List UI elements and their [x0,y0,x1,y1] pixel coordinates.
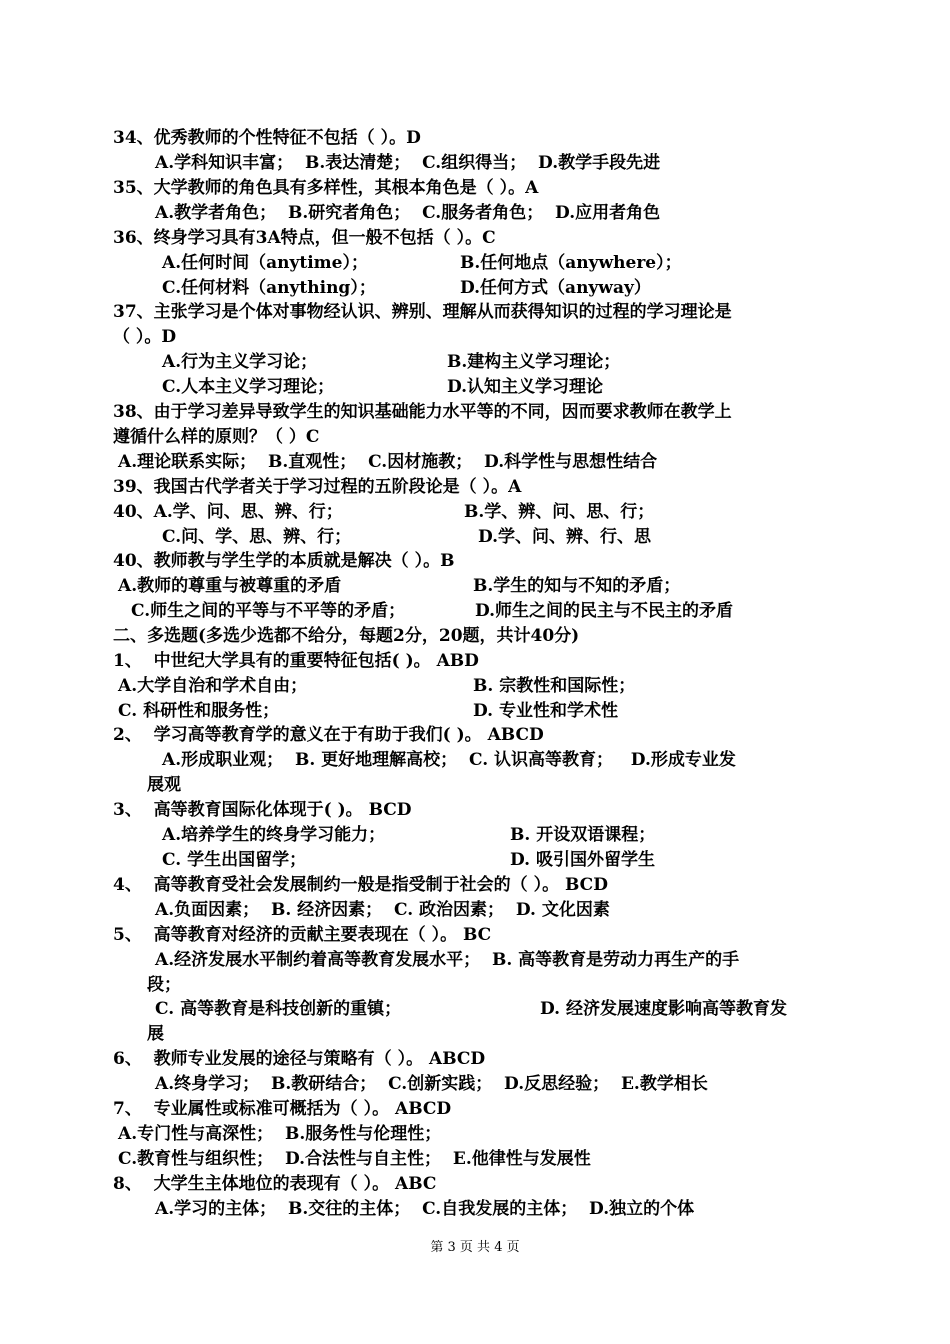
text-line: 40、A.学、问、思、辨、行； [113,502,343,522]
text-line: 展 [147,1024,164,1044]
text-line: 3、 高等教育国际化体现于( )。 BCD [113,800,412,820]
text-line: A.经济发展水平制约着高等教育发展水平； B. 高等教育是劳动力再生产的手 [155,950,740,970]
text-line: D.认知主义学习理论 [447,377,604,397]
text-line: D.任何方式（anyway） [460,278,651,298]
text-line: B.学、辨、问、思、行； [464,502,655,522]
text-line: A.行为主义学习论； [162,352,318,372]
text-line: D. 专业性和学术性 [473,701,618,721]
text-line: A.培养学生的终身学习能力； [162,825,386,845]
text-line: C. 高等教育是科技创新的重镇； [155,999,402,1019]
text-line: C.人本主义学习理论； [162,377,335,397]
text-line: A.专门性与高深性； B.服务性与伦理性； [118,1124,442,1144]
text-line: C. 科研性和服务性； [118,701,280,721]
text-line: A.学习的主体； B.交往的主体； C.自我发展的主体； D.独立的个体 [155,1199,695,1219]
text-line: C. 学生出国留学； [162,850,307,870]
text-line: C.教育性与组织性； D.合法性与自主性； E.他律性与发展性 [118,1149,591,1169]
text-line: B.任何地点（anywhere）； [460,253,682,273]
page-footer: 第 3 页 共 4 页 [430,1240,520,1255]
text-line: A.形成职业观； B. 更好地理解高校； C. 认识高等教育； D.形成专业发 [162,750,736,770]
text-line: A.大学自治和学术自由； [118,676,308,696]
text-line: 37、主张学习是个体对事物经认识、辨别、理解从而获得知识的过程的学习理论是 [113,302,732,322]
text-line: 1、 中世纪大学具有的重要特征包括( )。 ABD [113,651,479,671]
text-line: 2、 学习高等教育学的意义在于有助于我们( )。 ABCD [113,725,544,745]
text-line: B.学生的知与不知的矛盾； [473,576,681,596]
text-line: 5、 高等教育对经济的贡献主要表现在（ ）。 BC [113,925,492,945]
text-line: A.负面因素； B. 经济因素； C. 政治因素； D. 文化因素 [155,900,610,920]
text-line: D. 经济发展速度影响高等教育发 [540,999,787,1019]
text-line: 二、多选题(多选少选都不给分，每题2分，20题，共计40分) [113,626,580,646]
text-line: 40、教师教与学生学的本质就是解决（ ）。B [113,551,455,571]
text-line: （ ）。D [113,327,177,347]
text-line: D. 吸引国外留学生 [510,850,655,870]
text-line: A.学科知识丰富； B.表达清楚； C.组织得当； D.教学手段先进 [155,153,661,173]
text-line: 遵循什么样的原则？（ ）C [113,427,320,447]
text-line: A.理论联系实际； B.直观性； C.因材施教； D.科学性与思想性结合 [118,452,658,472]
text-line: 展观 [147,775,181,795]
text-line: D.学、问、辨、行、思 [478,527,652,547]
text-line: 段； [147,975,181,995]
text-line: C.任何材料（anything）； [162,278,376,298]
text-line: 36、终身学习具有3A特点，但一般不包括（ ）。C [113,228,496,248]
text-line: A.教师的尊重与被尊重的矛盾 [118,576,342,596]
text-line: 35、大学教师的角色具有多样性，其根本角色是（ ）。A [113,178,539,198]
text-line: A.任何时间（anytime）； [162,253,368,273]
text-line: 39、我国古代学者关于学习过程的五阶段论是（ ）。A [113,477,522,497]
text-line: 4、 高等教育受社会发展制约一般是指受制于社会的（ ）。 BCD [113,875,608,895]
text-line: D.师生之间的民主与不民主的矛盾 [475,601,734,621]
text-line: 38、由于学习差异导致学生的知识基础能力水平等的不同，因而要求教师在教学上 [113,402,732,422]
text-line: C.师生之间的平等与不平等的矛盾； [131,601,406,621]
text-line: B.建构主义学习理论； [447,352,621,372]
text-line: A.终身学习； B.教研结合； C.创新实践； D.反思经验； E.教学相长 [155,1074,708,1094]
text-line: 6、 教师专业发展的途径与策略有（ ）。 ABCD [113,1049,486,1069]
text-line: B. 开设双语课程； [510,825,656,845]
text-line: C.问、学、思、辨、行； [162,527,352,547]
text-line: A.教学者角色； B.研究者角色； C.服务者角色； D.应用者角色 [155,203,661,223]
text-line: 7、 专业属性或标准可概括为（ ）。 ABCD [113,1099,452,1119]
text-line: 8、 大学生主体地位的表现有（ ）。 ABC [113,1174,437,1194]
text-line: 34、优秀教师的个性特征不包括（ ）。D [113,128,421,148]
text-line: B. 宗教性和国际性； [473,676,636,696]
